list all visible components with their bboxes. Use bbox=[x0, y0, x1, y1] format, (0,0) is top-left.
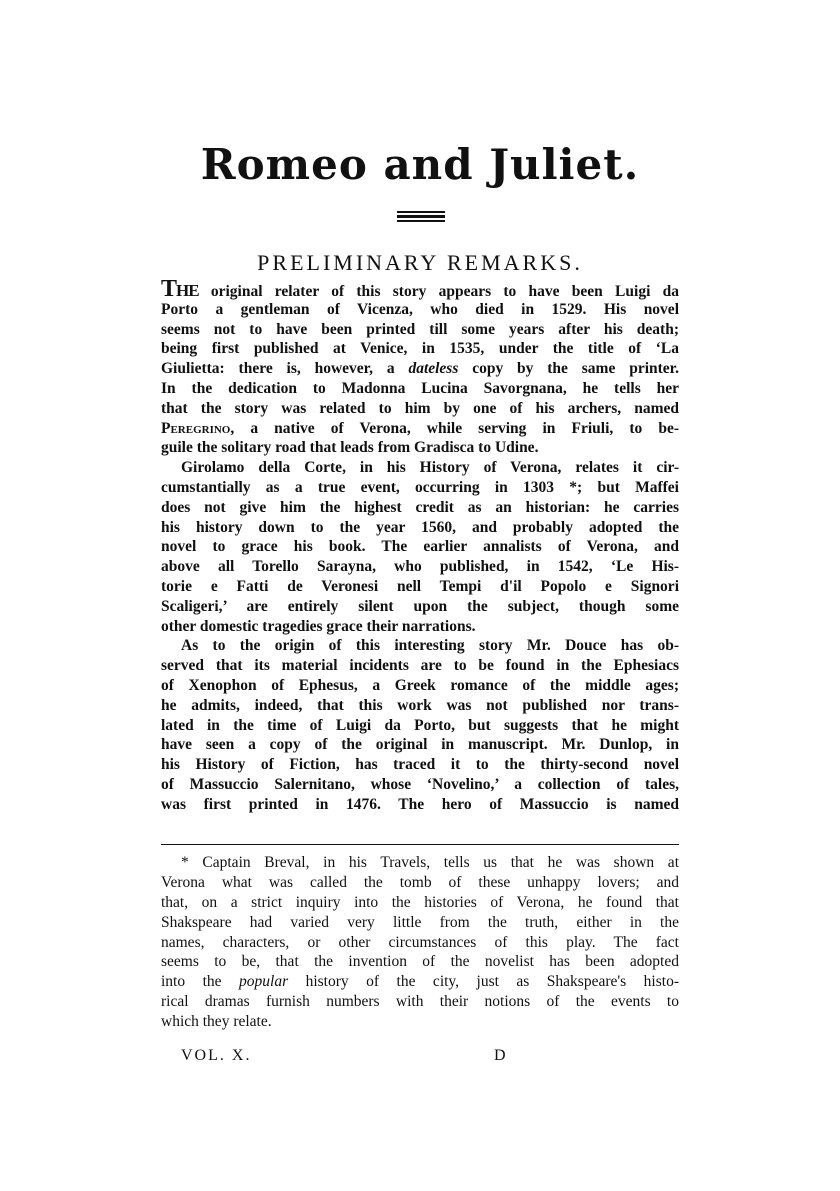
footnote-line: rical dramas furnish numbers with their notions of the events to bbox=[161, 993, 679, 1011]
body-line: Girolamo della Corte, in his History of Verona, relates it cir- bbox=[181, 459, 679, 477]
body-line: his History of Fiction, has traced it to the thirty-second novel bbox=[161, 756, 679, 774]
footnote-line: * Captain Breval, in his Travels, tells us that he was shown at bbox=[181, 854, 679, 871]
footnote-line: that, on a strict inquiry into the histories of Verona, he found that bbox=[161, 893, 679, 911]
body-line: As to the origin of this interesting story Mr. Douce has ob- bbox=[181, 637, 679, 655]
body-line: served that its material incidents are to be found in the Ephesiacs bbox=[161, 657, 679, 675]
body-line: of Xenophon of Ephesus, a Greek romance of the middle ages; bbox=[161, 676, 679, 694]
body-line: his history down to the year 1560, and probably adopted the bbox=[161, 518, 679, 536]
body-line: seems not to have been printed till some years after his death; bbox=[161, 320, 679, 338]
footnote-line: into the popular history of the city, just as Shakspeare's histo- bbox=[161, 973, 679, 991]
footnote-italic-word: popular bbox=[239, 973, 289, 991]
signature-mark: D bbox=[494, 1047, 508, 1064]
footnote-line: which they relate. bbox=[161, 1013, 272, 1031]
body-line: other domestic tragedies grace their narrations. bbox=[161, 617, 476, 635]
footnote-line: Shakspeare had varied very little from the truth, either in the bbox=[161, 913, 679, 931]
body-line: lated in the time of Luigi da Porto, but suggests that he might bbox=[161, 716, 679, 734]
footnote-text bbox=[161, 853, 679, 1032]
body-line: being first published at Venice, in 1535, under the title of ‘La bbox=[161, 340, 679, 358]
play-title: Romeo and Juliet. bbox=[200, 140, 640, 189]
body-line: Porto a gentleman of Vicenza, who died in 1529. His novel bbox=[161, 300, 679, 318]
body-line: The original relater of this story appears to have been Luigi da bbox=[161, 280, 679, 300]
volume-mark: VOL. X. bbox=[181, 1047, 252, 1064]
italic-word: dateless bbox=[408, 360, 459, 378]
body-line: have seen a copy of the original in manuscript. Mr. Dunlop, in bbox=[161, 736, 679, 754]
body-text bbox=[161, 280, 679, 815]
body-line: Peregrino, a native of Verona, while serving in Friuli, to be- bbox=[161, 419, 679, 437]
body-line: torie e Fatti de Veronesi nell Tempi d'il Popolo e Signori bbox=[161, 577, 679, 595]
body-line: cumstantially as a true event, occurring in 1303 *; but Maffei bbox=[161, 478, 679, 496]
small-caps-name: Peregrino bbox=[161, 419, 231, 437]
footnote-line: names, characters, or other circumstances of this play. The fact bbox=[161, 933, 679, 951]
body-line: Giulietta: there is, however, a dateless copy by the same printer. bbox=[161, 360, 679, 378]
body-line: was first printed in 1476. The hero of Massuccio is named bbox=[161, 795, 679, 813]
footnote-line: seems to be, that the invention of the novelist has been adopted bbox=[161, 953, 679, 971]
section-heading: PRELIMINARY REMARKS. bbox=[257, 250, 583, 275]
body-line: In the dedication to Madonna Lucina Savorgnana, he tells her bbox=[161, 379, 679, 397]
title-ornament-rule bbox=[397, 211, 445, 224]
body-line: above all Torello Sarayna, who published, in 1542, ‘Le His- bbox=[161, 558, 679, 576]
footnote-line: Verona what was called the tomb of these unhappy lovers; and bbox=[161, 873, 679, 891]
body-line: that the story was related to him by one of his archers, named bbox=[161, 399, 679, 417]
body-line: does not give him the highest credit as an historian: he carries bbox=[161, 498, 679, 516]
body-line: guile the solitary road that leads from Gradisca to Udine. bbox=[161, 439, 539, 457]
footnote-divider bbox=[161, 844, 679, 845]
body-line: of Massuccio Salernitano, whose ‘Novelino,’ a collection of tales, bbox=[161, 775, 679, 793]
body-line: novel to grace his book. The earlier annalists of Verona, and bbox=[161, 538, 679, 556]
drop-cap: The bbox=[161, 280, 199, 300]
body-line: Scaligeri,’ are entirely silent upon the subject, though some bbox=[161, 597, 679, 615]
body-line: he admits, indeed, that this work was not published nor trans- bbox=[161, 696, 679, 714]
